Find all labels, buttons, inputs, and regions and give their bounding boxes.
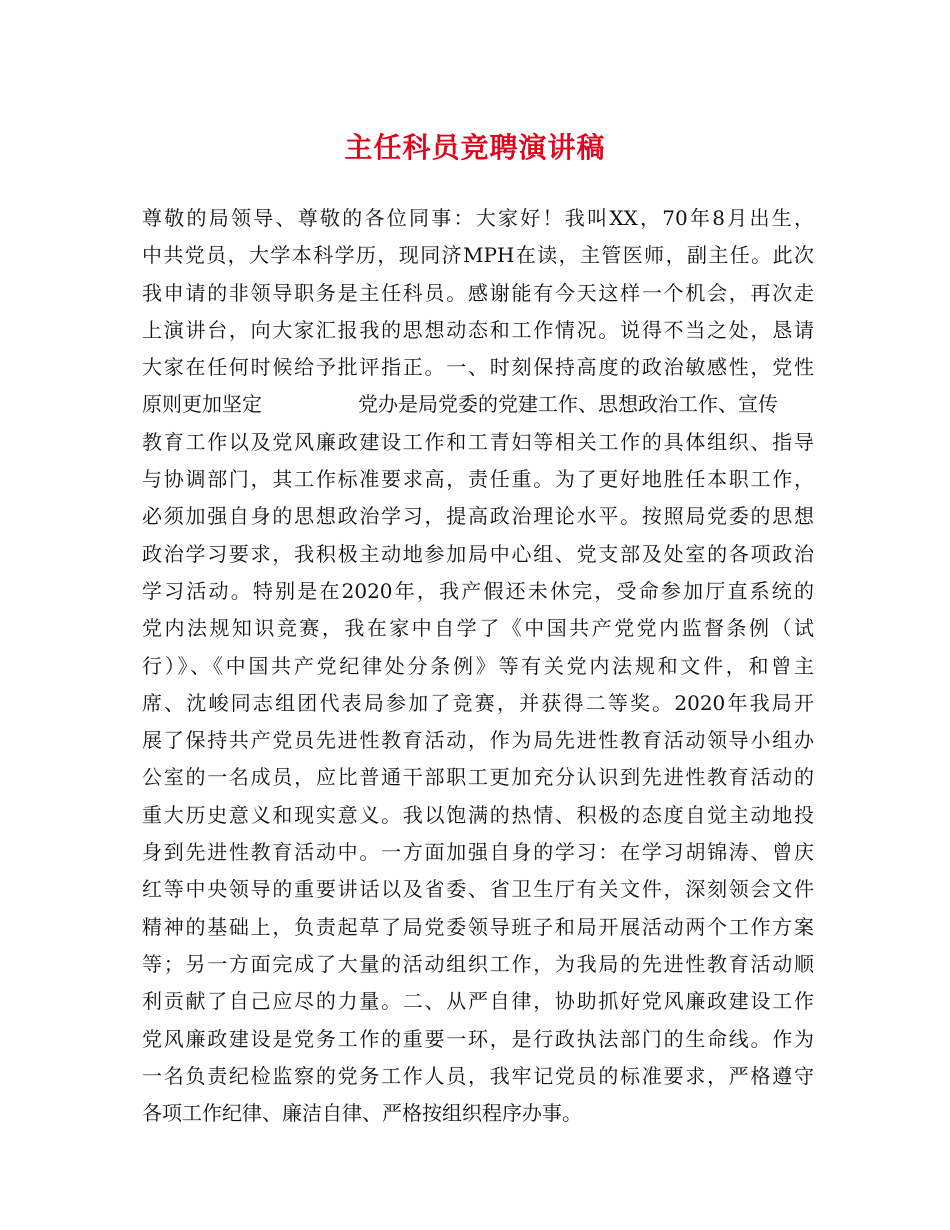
text-line: 教育工作以及党风廉政建设工作和工青妇等相关工作的具体组织、指导: [142, 429, 814, 454]
text-line: 政治学习要求，我积极主动地参加局中心组、党支部及处室的各项政治: [142, 541, 814, 566]
text-segment: 党办是局党委的党建工作、思想政治工作、宣传: [358, 392, 778, 417]
page-title: 主任科员竞聘演讲稿: [344, 131, 606, 164]
text-line: 一名负责纪检监察的党务工作人员，我牢记党员的标准要求，严格遵守: [142, 1063, 814, 1088]
text-line: 红等中央领导的重要讲话以及省委、省卫生厅有关文件，深刻领会文件: [142, 877, 814, 902]
text-line: 学习活动。特别是在2020年，我产假还未休完，受命参加厅直系统的: [142, 578, 814, 603]
text-line: 公室的一名成员，应比普通干部职工更加充分认识到先进性教育活动的: [142, 765, 814, 790]
text-line-last: 各项工作纪律、廉洁自律、严格按组织程序办事。: [142, 1101, 582, 1126]
text-line: 大家在任何时候给予批评指正。一、时刻保持高度的政治敏感性，党性: [142, 355, 814, 380]
text-line: 党风廉政建设是党务工作的重要一环，是行政执法部门的生命线。作为: [142, 1026, 814, 1051]
body-paragraph: [142, 200, 814, 1132]
text-line: 党内法规知识竞赛，我在家中自学了《中国共产党党内监督条例（试: [142, 616, 814, 641]
text-line: 利贡献了自己应尽的力量。二、从严自律，协助抓好党风廉政建设工作: [142, 989, 814, 1014]
text-line: 中共党员，大学本科学历，现同济MPH在读，主管医师，副主任。此次: [142, 243, 814, 268]
text-line: 上演讲台，向大家汇报我的思想动态和工作情况。说得不当之处，恳请: [142, 317, 814, 342]
text-line-split: [142, 386, 814, 423]
text-line: 展了保持共产党员先进性教育活动，作为局先进性教育活动领导小组办: [142, 728, 814, 753]
text-line: 席、沈峻同志组团代表局参加了竞赛，并获得二等奖。2020年我局开: [142, 690, 814, 715]
text-line: 尊敬的局领导、尊敬的各位同事：大家好！我叫XX，70年8月出生，: [142, 206, 814, 230]
text-line: 行）》、《中国共产党纪律处分条例》等有关党内法规和文件，和曾主: [142, 653, 814, 678]
text-line: 与协调部门，其工作标准要求高，责任重。为了更好地胜任本职工作，: [142, 467, 814, 492]
text-line: 必须加强自身的思想政治学习，提高政治理论水平。按照局党委的思想: [142, 504, 814, 529]
text-line: 我申请的非领导职务是主任科员。感谢能有今天这样一个机会，再次走: [142, 280, 814, 305]
text-line: 重大历史意义和现实意义。我以饱满的热情、积极的态度自觉主动地投: [142, 802, 814, 827]
text-line: 身到先进性教育活动中。一方面加强自身的学习：在学习胡锦涛、曾庆: [142, 840, 814, 865]
text-line: 精神的基础上，负责起草了局党委领导班子和局开展活动两个工作方案: [142, 914, 814, 939]
text-line: 等；另一方面完成了大量的活动组织工作，为我局的先进性教育活动顺: [142, 951, 814, 976]
text-segment: 原则更加坚定: [142, 392, 262, 417]
